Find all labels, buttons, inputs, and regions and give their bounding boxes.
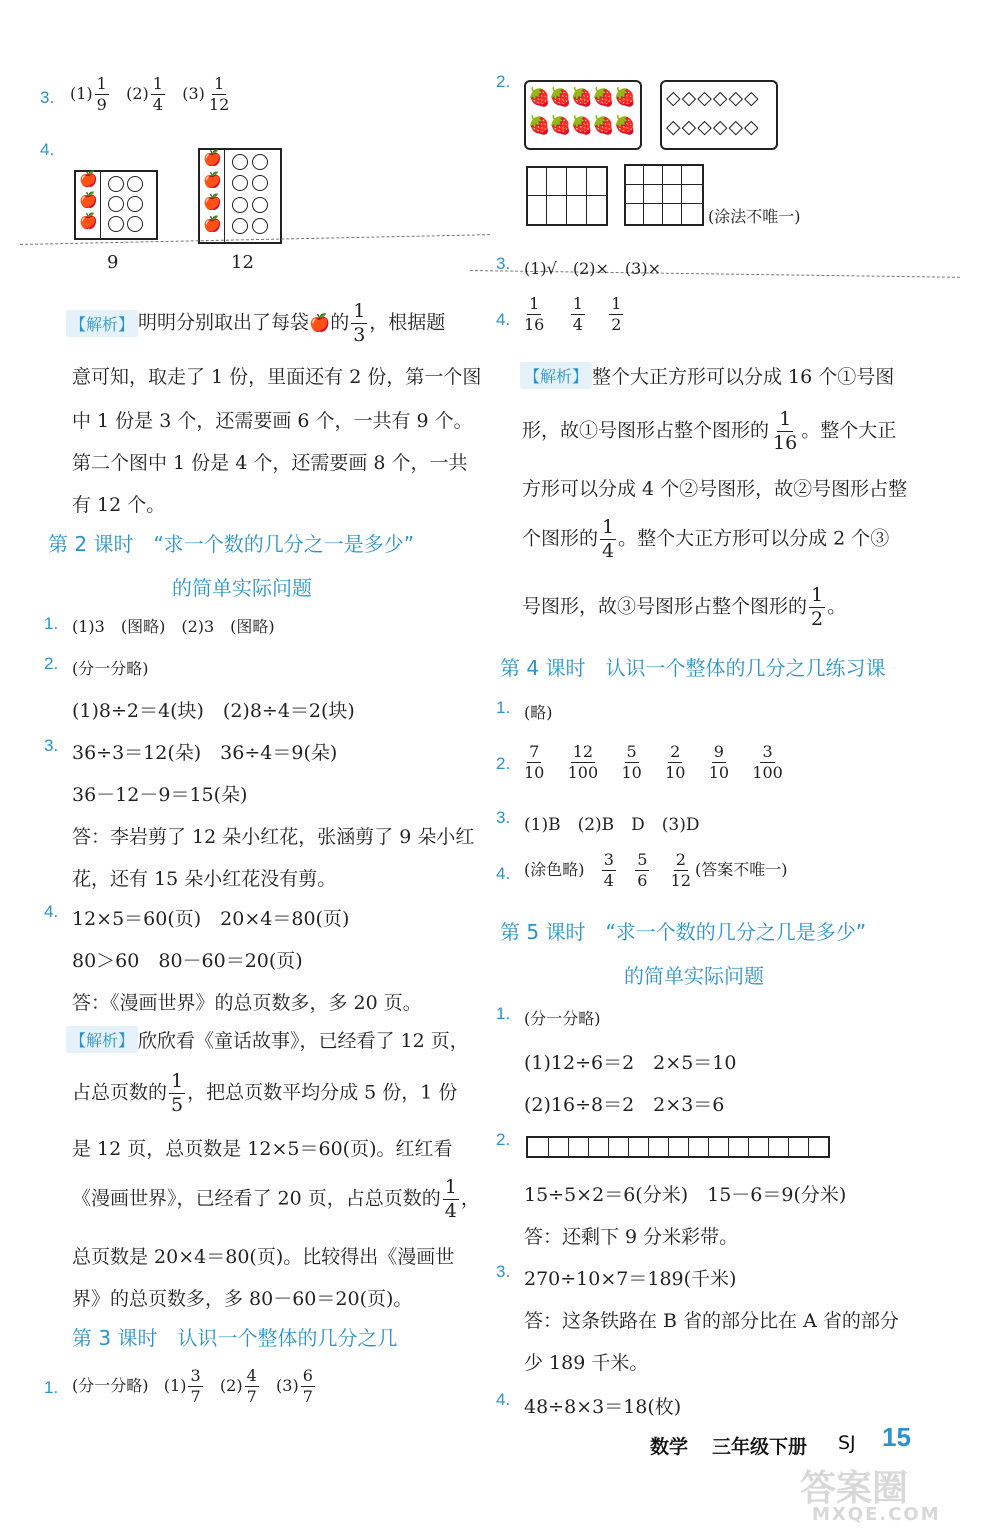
lesson3-title: 第 3 课时 认识一个整体的几分之几 [72,1326,398,1350]
r-q4-number: 4. [496,310,511,329]
l5q3-answer-line3: 少 189 千米。 [524,1352,649,1374]
l2q2-answer-line2: (1)8÷2＝4(块) (2)8÷4＝2(块) [72,700,355,722]
fraction: $\frac{5}{10}$ [621,742,642,782]
l2q4-answer-line1: 12×5＝60(页) 20×4＝80(页) [72,908,350,930]
l4q3-number: 3. [496,808,511,827]
q3-part2-label: (2) [126,84,149,103]
apple-icon: 🍎 [309,313,331,334]
l5q2-answer-line1: 15÷5×2＝6(分米) 15－6＝9(分米) [524,1184,847,1206]
footer-edition: SJ [838,1432,856,1454]
l5q3-answer-line2: 答：这条铁路在 B 省的部分比在 A 省的部分 [524,1310,899,1332]
fraction: $\frac{1}{3}$ [353,300,366,346]
q3-number: 3. [40,88,55,107]
r-q3-answer: (1)√ (2)× (3)× [524,259,662,278]
ribbon-segment-divider [688,1138,689,1156]
l2q3-answer-line3: 答：李岩剪了 12 朵小红花，张涵剪了 9 朵小红 [72,826,475,848]
r-analysis-line2: 形，故①号图形占整个图形的 $\frac{1}{16}$ 。整个大正 [522,408,897,454]
fraction: $\frac{7}{10}$ [524,742,545,782]
diamond-icon: ◇◇◇◇◇◇ ◇◇◇◇◇◇ [666,87,760,138]
l5q2-number: 2. [496,1130,511,1149]
fraction: $\frac{3}{7}$ [190,1366,201,1406]
fraction: $\frac{12}{100}$ [567,742,599,782]
l4q3-answer: (1)B (2)B D (3)D [524,815,700,835]
l2q4-answer-line2: 80＞60 80－60＝20(页) [72,950,303,972]
analysis2-line4: 《漫画世界》，已经看了 20 页，占总页数的 $\frac{1}{4}$ ， [72,1176,480,1222]
apple-icon: 🍎 [79,170,98,188]
fraction: $\frac{1}{12}$ [208,74,230,114]
lesson4-title: 第 4 课时 认识一个整体的几分之几练习课 [500,656,886,680]
apple-icon: 🍎 [203,149,222,167]
fraction: $\frac{2}{12}$ [670,850,692,890]
q3-answers [70,76,233,113]
r-q3-number: 3. [496,254,511,273]
fraction: $\frac{3}{100}$ [752,742,783,782]
analysis-tag: 【解析】 [66,310,138,337]
fraction: $\frac{1}{2}$ [611,294,622,334]
analysis1-line3: 中 1 份是 3 个，还需要画 6 个，一共有 9 个。 [72,410,473,432]
ribbon-segment-divider [548,1138,549,1156]
l3q1-answer: (分一分略) (1) $\frac{3}{7}$ (2) $\frac{4}{7}$ (3) $\frac{6}{7}$ [72,1366,313,1406]
l5q2-answer-line2: 答：还剩下 9 分米彩带。 [524,1226,739,1248]
fraction: $\frac{1}{4}$ [444,1176,457,1222]
fraction: $\frac{1}{2}$ [811,584,824,630]
l5q1-answer-line3: (2)16÷8＝2 2×3＝6 [524,1094,725,1116]
l2q3-answer-line2: 36－12－9＝15(朵) [72,784,248,806]
l2q2-answer-line1: (分一分略) [72,659,149,678]
q4-number: 4. [40,140,55,159]
ribbon-segment-divider [568,1138,569,1156]
l4q2-answer [520,744,787,781]
lesson5-title-line1: 第 5 课时 “求一个数的几分之几是多少” [500,920,867,944]
l4q4-number: 4. [496,864,511,883]
figure1-label: 9 [107,252,119,273]
footer-grade: 三年级下册 [712,1436,808,1458]
l3q1-number: 1. [44,1378,59,1397]
analysis2-line1: 欣欣看《童话故事》，已经看了 12 页， [138,1030,469,1052]
ribbon-segment-divider [788,1138,789,1156]
page-number: 15 [882,1422,911,1452]
l2q1-number: 1. [44,614,59,633]
analysis-tag: 【解析】 [520,362,592,389]
l4q4-answer: (涂色略) $\frac{3}{4}$ $\frac{5}{6}$ $\frac{2}{12}$ (答案不唯一) [524,850,788,890]
fraction: $\frac{2}{10}$ [665,742,686,782]
l2q2-number: 2. [44,654,59,673]
fraction: $\frac{1}{9}$ [96,74,107,114]
analysis2-line3: 是 12 页，总页数是 12×5＝60(页)。红红看 [72,1138,453,1160]
q3-part3-label: (3) [182,84,205,103]
l5q4-answer-line1: 48÷8×3＝18(枚) [524,1396,682,1418]
l5q1-answer-line2: (1)12÷6＝2 2×5＝10 [524,1052,737,1074]
apple-icon: 🍎 [79,191,98,209]
l2q4-number: 4. [44,902,59,921]
apple-icon: 🍎 [79,212,98,230]
l5q1-number: 1. [496,1004,511,1023]
fraction: $\frac{5}{6}$ [637,850,648,890]
fraction: $\frac{3}{4}$ [603,850,614,890]
ribbon-segment-divider [708,1138,709,1156]
r-q2-number: 2. [496,72,511,91]
ribbon-segment-divider [728,1138,729,1156]
r-q2-note: (涂法不唯一) [708,207,801,226]
ribbon-segment-divider [608,1138,609,1156]
fraction: $\frac{1}{5}$ [171,1070,184,1116]
watermark-logo: 答案圈 [800,1468,909,1509]
r-analysis-line5: 号图形，故③号图形占整个图形的 $\frac{1}{2}$ 。 [522,584,847,630]
fraction: $\frac{1}{4}$ [572,294,583,334]
fraction: $\frac{4}{7}$ [246,1366,257,1406]
ribbon-segment-divider [648,1138,649,1156]
strawberry-icon: 🍓🍓🍓🍓🍓 🍓🍓🍓🍓🍓 [528,87,636,136]
lesson5-title-line2: 的简单实际问题 [624,964,764,988]
fraction: $\frac{1}{4}$ [602,516,615,562]
r-analysis-line3: 方形可以分成 4 个②号图形，故②号图形占整 [522,478,908,500]
l5q4-number: 4. [496,1390,511,1409]
analysis2-line5: 总页数是 20×4＝80(页)。比较得出《漫画世 [72,1246,455,1268]
r-q4-answer [520,296,625,333]
analysis1-line4: 第二个图中 1 份是 4 个，还需要画 8 个，一共 [72,452,468,474]
lesson2-title-line2: 的简单实际问题 [172,576,312,600]
apple-icon: 🍎 [203,171,222,189]
l5q3-number: 3. [496,1262,511,1281]
fraction: $\frac{1}{16}$ [524,294,545,334]
l2q3-number: 3. [44,736,59,755]
fraction: $\frac{6}{7}$ [302,1366,313,1406]
apple-icon: 🍎 [203,193,222,211]
analysis2-line2: 占总页数的 $\frac{1}{5}$ ，把总页数平均分成 5 份，1 份 [72,1070,458,1116]
figure2-label: 12 [231,252,254,273]
analysis1-line5: 有 12 个。 [72,494,166,516]
l5q3-answer-line1: 270÷10×7＝189(千米) [524,1268,737,1290]
ribbon-segment-divider [628,1138,629,1156]
lesson2-title-line1: 第 2 课时 “求一个数的几分之一是多少” [48,532,415,556]
ribbon-segment-divider [748,1138,749,1156]
analysis-tag: 【解析】 [66,1026,138,1053]
footer-subject: 数学 [650,1436,689,1458]
fraction: $\frac{1}{4}$ [152,74,163,114]
l5q1-answer-line1: (分一分略) [524,1009,601,1028]
l2q3-answer-line1: 36÷3＝12(朵) 36÷4＝9(朵) [72,742,338,764]
analysis1-line1: 明明分别取出了每袋🍎的 $\frac{1}{3}$ ，根据题 [138,300,446,346]
r-analysis-line1: 整个大正方形可以分成 16 个①号图 [592,366,895,388]
ribbon-segment-divider [768,1138,769,1156]
fraction: $\frac{1}{16}$ [773,408,798,454]
ribbon-segment-divider [808,1138,809,1156]
analysis2-line6: 界》的总页数多，多 80－60＝20(页)。 [72,1288,413,1310]
apple-icon: 🍎 [203,215,222,233]
ribbon-segment-divider [668,1138,669,1156]
l4q1-number: 1. [496,698,511,717]
l2q1-answer: (1)3 (图略) (2)3 (图略) [72,617,275,636]
r-analysis-line4: 个图形的 $\frac{1}{4}$ 。整个大正方形可以分成 2 个③ [522,516,890,562]
l2q3-answer-line4: 花，还有 15 朵小红花没有剪。 [72,868,337,890]
fraction: $\frac{9}{10}$ [708,742,730,782]
analysis1-line2: 意可知，取走了 1 份，里面还有 2 份，第一个图 [72,366,482,388]
ribbon-segment-divider [588,1138,589,1156]
l4q1-answer: (略) [524,703,553,722]
l2q4-answer-line3: 答：《漫画世界》的总页数多，多 20 页。 [72,992,422,1014]
q3-part1-label: (1) [70,84,93,103]
l4q2-number: 2. [496,754,511,773]
watermark-url: MXQE.COM [812,1504,941,1525]
